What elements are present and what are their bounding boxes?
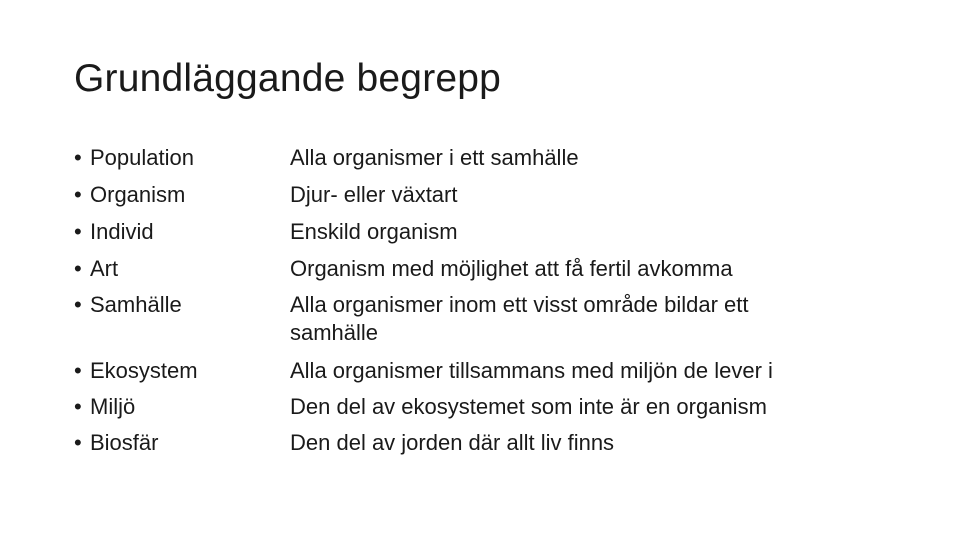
term-item (74, 393, 135, 421)
definition-item: Organism med möjlighet att få fertil avkomma (290, 256, 733, 281)
bullet-icon: • (74, 256, 82, 281)
definition-item: Djur- eller växtart (290, 182, 458, 207)
bullet-icon: • (74, 219, 82, 244)
term-item (74, 357, 198, 385)
definition-item: Enskild organism (290, 219, 458, 244)
term-label: Samhälle (90, 292, 182, 317)
bullet-icon: • (74, 292, 82, 317)
definition-item: Alla organismer inom ett visst område bildar ett (290, 292, 749, 317)
definition-item: Den del av jorden där allt liv finns (290, 430, 615, 455)
term-label: Ekosystem (90, 358, 198, 383)
bullet-icon: • (74, 394, 82, 419)
term-label: Miljö (90, 394, 136, 419)
term-item (74, 144, 194, 172)
term-item (74, 218, 154, 246)
term-label: Individ (90, 219, 154, 244)
definition-item: Alla organismer tillsammans med miljön de lever i (290, 358, 773, 383)
definition-item: Den del av ekosystemet som inte är en organism (290, 394, 767, 419)
bullet-icon: • (74, 430, 82, 455)
slide-title: Grundläggande begrepp (74, 57, 502, 100)
term-item (74, 429, 158, 457)
term-item (74, 255, 118, 283)
term-label: Population (90, 145, 194, 170)
bullet-icon: • (74, 145, 82, 170)
term-label: Biosfär (90, 430, 159, 455)
definition-item: Alla organismer i ett samhälle (290, 145, 579, 170)
term-item (74, 181, 185, 209)
bullet-icon: • (74, 182, 82, 207)
term-label: Art (90, 256, 119, 281)
bullet-icon: • (74, 358, 82, 383)
term-label: Organism (90, 182, 186, 207)
definition-item-continuation: samhälle (290, 320, 379, 345)
term-item (74, 291, 182, 319)
